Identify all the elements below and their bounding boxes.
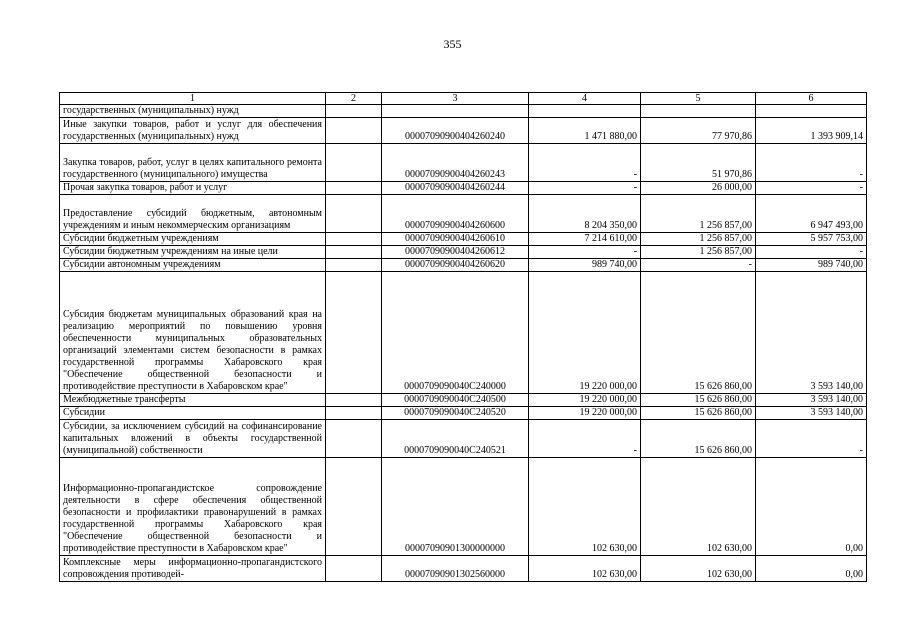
- row-value-col6: -: [756, 182, 867, 195]
- table-row: [60, 394, 867, 407]
- row-code: 00007090900404260600: [382, 195, 529, 233]
- row-value-col5: 15 626 860,00: [641, 394, 756, 407]
- row-value-col4: 1 471 880,00: [529, 118, 641, 144]
- row-name: Иные закупки товаров, работ и услуг для обеспечения государственных (муниципальных) нужд: [60, 118, 326, 144]
- row-name: Субсидия бюджетам муниципальных образований края на реализацию мероприятий по повышению уровня обеспеченности муниципальных образовательных организаций элементами систем безопасности в рамках государственной программы Хабаровского края "Обеспечение общественной безопасности и противодействие преступности в Хабаровском крае": [60, 272, 326, 394]
- column-header: 1: [60, 93, 326, 105]
- table-row: [60, 118, 867, 144]
- row-value-col4: -: [529, 182, 641, 195]
- row-value-col6: 1 393 909,14: [756, 118, 867, 144]
- row-col2: [326, 118, 382, 144]
- row-col2: [326, 195, 382, 233]
- row-code: 00007090900404260243: [382, 144, 529, 182]
- row-value-col5: 1 256 857,00: [641, 195, 756, 233]
- row-value-col4: 102 630,00: [529, 458, 641, 556]
- table-row: [60, 272, 867, 394]
- row-value-col5: 1 256 857,00: [641, 246, 756, 259]
- budget-table: [59, 92, 867, 582]
- row-value-col6: [756, 105, 867, 118]
- column-header: 4: [529, 93, 641, 105]
- row-value-col4: 19 220 000,00: [529, 407, 641, 420]
- row-col2: [326, 233, 382, 246]
- page-number: 355: [443, 37, 462, 51]
- row-value-col4: 19 220 000,00: [529, 272, 641, 394]
- row-value-col5: 15 626 860,00: [641, 272, 756, 394]
- row-value-col6: 5 957 753,00: [756, 233, 867, 246]
- row-name: Субсидии: [60, 407, 326, 420]
- row-name: Информационно-пропагандистское сопровождение деятельности в сфере обеспечения общественной безопасности и профилактики правонарушений в рамках государственной программы Хабаровского края "Обеспечение общественной безопасности и противодействие преступности в Хабаровском крае": [60, 458, 326, 556]
- row-name: Межбюджетные трансферты: [60, 394, 326, 407]
- row-value-col5: 15 626 860,00: [641, 407, 756, 420]
- row-code: 0000709090040C240000: [382, 272, 529, 394]
- row-value-col5: 26 000,00: [641, 182, 756, 195]
- row-value-col4: [529, 105, 641, 118]
- row-code: 00007090901302560000: [382, 556, 529, 582]
- row-code: 0000709090040C240521: [382, 420, 529, 458]
- row-col2: [326, 105, 382, 118]
- table-row: [60, 144, 867, 182]
- row-col2: [326, 246, 382, 259]
- row-value-col6: -: [756, 420, 867, 458]
- row-value-col4: 19 220 000,00: [529, 394, 641, 407]
- row-value-col6: -: [756, 144, 867, 182]
- row-code: [382, 105, 529, 118]
- row-value-col5: 77 970,86: [641, 118, 756, 144]
- row-code: 0000709090040C240520: [382, 407, 529, 420]
- row-name: Субсидии, за исключением субсидий на софинансирование капитальных вложений в объекты государственной (муниципальной) собственности: [60, 420, 326, 458]
- row-col2: [326, 556, 382, 582]
- table-header-row: [60, 93, 867, 105]
- row-value-col5: 102 630,00: [641, 556, 756, 582]
- row-col2: [326, 420, 382, 458]
- row-value-col5: -: [641, 259, 756, 272]
- row-name: Субсидии бюджетным учреждениям: [60, 233, 326, 246]
- row-value-col5: 51 970,86: [641, 144, 756, 182]
- row-value-col4: -: [529, 420, 641, 458]
- row-name: Субсидии бюджетным учреждениям на иные цели: [60, 246, 326, 259]
- row-col2: [326, 182, 382, 195]
- column-header: 3: [382, 93, 529, 105]
- row-value-col4: -: [529, 144, 641, 182]
- row-name: Предоставление субсидий бюджетным, автономным учреждениям и иным некоммерческим организациям: [60, 195, 326, 233]
- row-name: Комплексные меры информационно-пропагандистского сопровождения противодей-: [60, 556, 326, 582]
- table-row: [60, 259, 867, 272]
- table-row: [60, 458, 867, 556]
- row-value-col5: 102 630,00: [641, 458, 756, 556]
- row-name: Закупка товаров, работ, услуг в целях капитального ремонта государственного (муниципального) имущества: [60, 144, 326, 182]
- row-value-col6: -: [756, 246, 867, 259]
- row-name: Субсидии автономным учреждениям: [60, 259, 326, 272]
- row-col2: [326, 272, 382, 394]
- row-name: Прочая закупка товаров, работ и услуг: [60, 182, 326, 195]
- row-col2: [326, 407, 382, 420]
- row-col2: [326, 144, 382, 182]
- row-col2: [326, 458, 382, 556]
- row-value-col6: 989 740,00: [756, 259, 867, 272]
- row-code: 00007090900404260240: [382, 118, 529, 144]
- row-code: 00007090900404260620: [382, 259, 529, 272]
- table-row: [60, 182, 867, 195]
- table-row: [60, 195, 867, 233]
- row-value-col4: 102 630,00: [529, 556, 641, 582]
- row-name: государственных (муниципальных) нужд: [60, 105, 326, 118]
- row-value-col6: 0,00: [756, 458, 867, 556]
- row-code: 00007090900404260244: [382, 182, 529, 195]
- row-col2: [326, 394, 382, 407]
- row-value-col6: 3 593 140,00: [756, 394, 867, 407]
- row-value-col6: 0,00: [756, 556, 867, 582]
- row-col2: [326, 259, 382, 272]
- table-row: [60, 233, 867, 246]
- table-row: [60, 556, 867, 582]
- row-value-col4: 7 214 610,00: [529, 233, 641, 246]
- row-code: 00007090901300000000: [382, 458, 529, 556]
- row-value-col4: 8 204 350,00: [529, 195, 641, 233]
- column-header: 6: [756, 93, 867, 105]
- column-header: 5: [641, 93, 756, 105]
- row-value-col5: 1 256 857,00: [641, 233, 756, 246]
- row-value-col5: 15 626 860,00: [641, 420, 756, 458]
- table-row: [60, 105, 867, 118]
- table-row: [60, 420, 867, 458]
- row-value-col4: 989 740,00: [529, 259, 641, 272]
- table-row: [60, 407, 867, 420]
- table-row: [60, 246, 867, 259]
- row-value-col6: 6 947 493,00: [756, 195, 867, 233]
- row-value-col6: 3 593 140,00: [756, 407, 867, 420]
- row-value-col6: 3 593 140,00: [756, 272, 867, 394]
- row-value-col4: -: [529, 246, 641, 259]
- column-header: 2: [326, 93, 382, 105]
- row-code: 0000709090040C240500: [382, 394, 529, 407]
- row-code: 00007090900404260612: [382, 246, 529, 259]
- row-code: 00007090900404260610: [382, 233, 529, 246]
- row-value-col5: [641, 105, 756, 118]
